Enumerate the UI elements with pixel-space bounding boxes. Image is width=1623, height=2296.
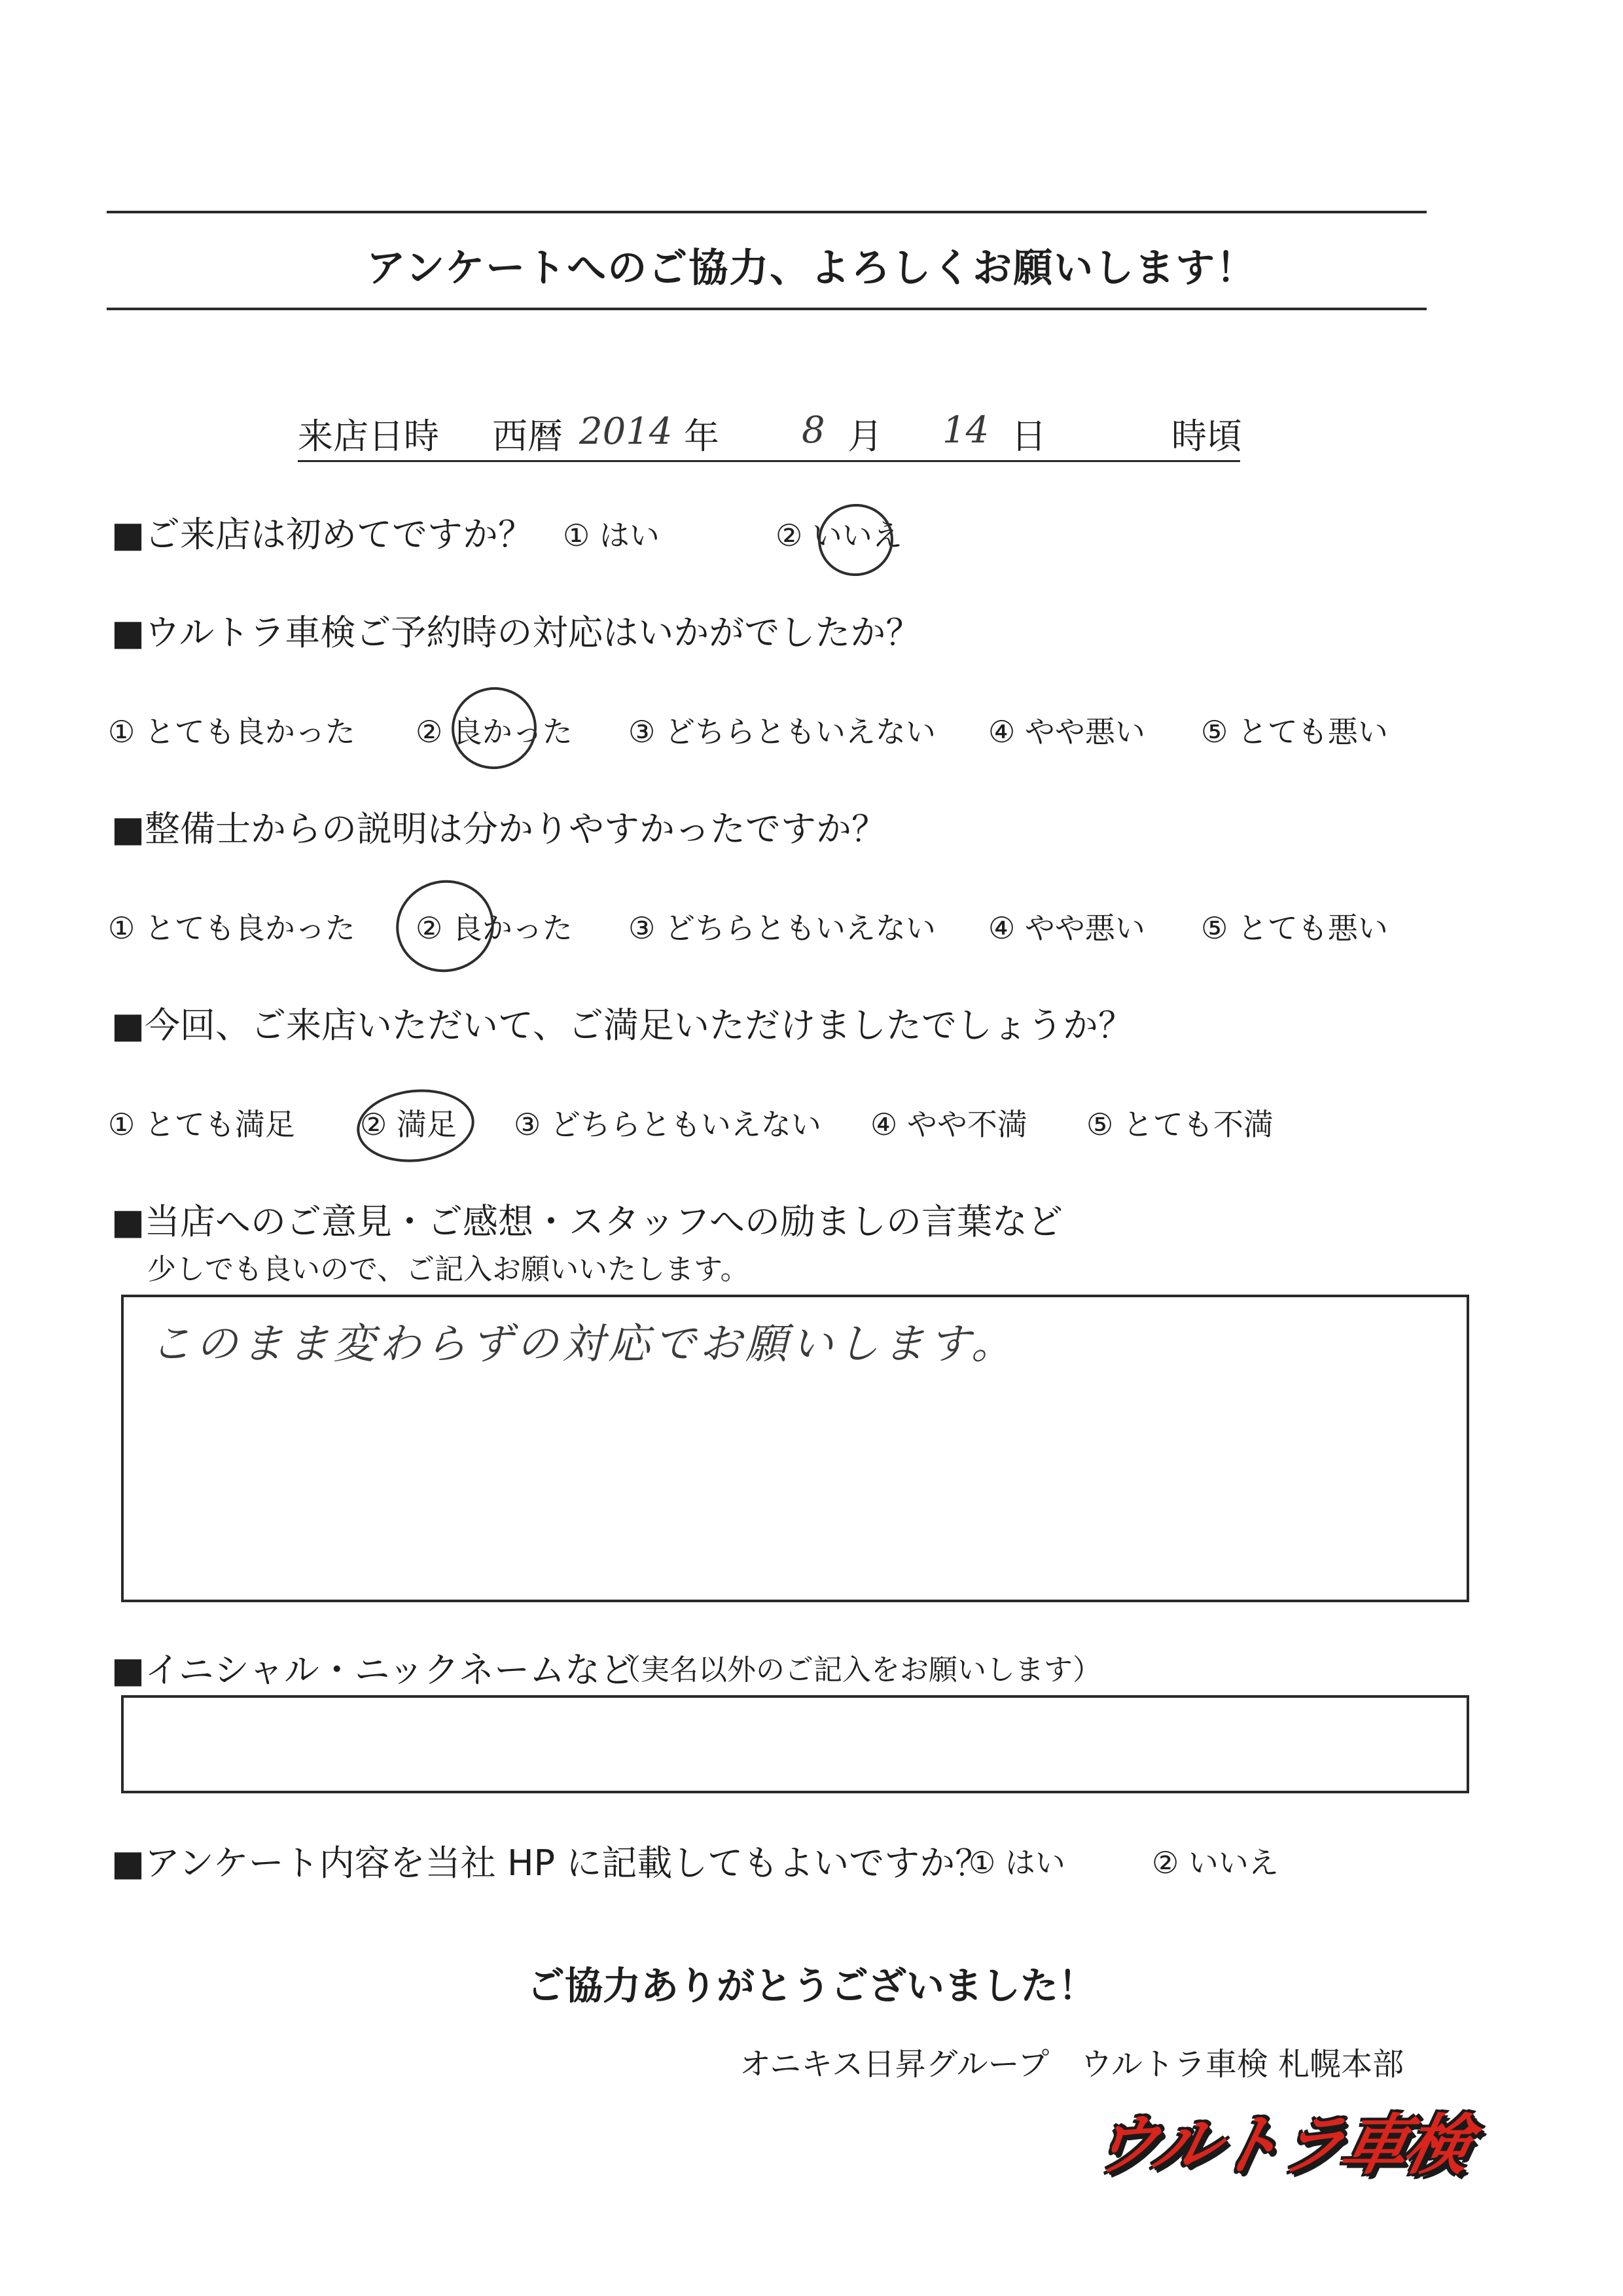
header-top-rule — [107, 211, 1427, 213]
q1-question: ■ご来店は初めてですか？ — [111, 514, 534, 555]
q3-option-2[interactable]: ② 良かった — [416, 910, 573, 946]
q3-option-5[interactable]: ⑤ とても悪い — [1201, 910, 1388, 946]
page-title: アンケートへのご協力、よろしくお願いします！ — [366, 245, 1257, 291]
q3-option-1[interactable]: ① とても良かった — [108, 910, 355, 946]
q2-option-5[interactable]: ⑤ とても悪い — [1201, 714, 1388, 749]
q1-option-2[interactable]: ② いいえ — [776, 518, 902, 553]
visit-month-unit: 月 — [847, 416, 883, 457]
ultra-shaken-logo — [1084, 2107, 1476, 2186]
visit-date-underline — [298, 460, 1240, 462]
visit-year-value[interactable]: 2014 — [579, 410, 673, 453]
logo-text: ウルトラ車検 — [1084, 2107, 1476, 2183]
q4-option-1[interactable]: ① とても満足 — [108, 1107, 295, 1142]
initials-note: （実名以外のご記入をお願いします） — [612, 1653, 1101, 1687]
q3-option-3[interactable]: ③ どちらともいえない — [628, 910, 936, 946]
q2-question: ■ウルトラ車検ご予約時の対応はいかがでしたか？ — [111, 612, 921, 653]
q4-option-2[interactable]: ② 満足 — [360, 1107, 457, 1142]
q3-selection-circle — [387, 871, 503, 981]
hp-question: ■アンケート内容を当社 HP に記載してもよいですか？ — [111, 1842, 991, 1884]
q2-option-4[interactable]: ④ やや悪い — [988, 714, 1145, 749]
comments-handwritten-text: このまま変わらずの対応でお願いします。 — [150, 1320, 1017, 1369]
q2-selection-circle — [445, 681, 543, 776]
thanks-message: ご協力ありがとうございました！ — [526, 1964, 1096, 2008]
q4-selection-circle — [353, 1084, 478, 1168]
initials-heading: ■イニシャル・ニックネームなど — [111, 1649, 636, 1691]
company-name: オニキス日昇グループ ウルトラ車検 札幌本部 — [740, 2046, 1404, 2083]
q2-option-3[interactable]: ③ どちらともいえない — [628, 714, 936, 749]
q4-question: ■今回、ご来店いただいて、ご満足いただけましたでしょうか？ — [111, 1005, 1133, 1046]
visit-day-unit: 日 — [1011, 416, 1046, 457]
hp-option-2[interactable]: ② いいえ — [1152, 1845, 1279, 1880]
comments-box[interactable] — [121, 1295, 1469, 1602]
visit-time-unit: 時頃 — [1171, 416, 1242, 457]
q3-option-4[interactable]: ④ やや悪い — [988, 910, 1145, 946]
q4-option-5[interactable]: ⑤ とても不満 — [1086, 1107, 1274, 1142]
visit-date-label: 来店日時 — [298, 416, 439, 457]
comments-heading: ■当店へのご意見・ご感想・スタッフへの励ましの言葉など — [111, 1201, 1063, 1242]
initials-box[interactable] — [121, 1695, 1469, 1793]
q4-option-4[interactable]: ④ やや不満 — [870, 1107, 1027, 1142]
visit-day-value[interactable]: 14 — [942, 409, 990, 452]
visit-month-value[interactable]: 8 — [802, 409, 825, 452]
q1-option-1[interactable]: ① はい — [563, 518, 660, 553]
visit-era-label: 西暦 — [492, 416, 563, 457]
hp-option-1[interactable]: ① はい — [969, 1845, 1065, 1880]
q4-option-3[interactable]: ③ どちらともいえない — [514, 1107, 821, 1142]
comments-subheading: 少しでも良いので、ご記入お願いいたします。 — [147, 1253, 749, 1286]
q1-selection-circle — [813, 499, 898, 581]
header-bottom-rule — [107, 308, 1427, 310]
q2-option-1[interactable]: ① とても良かった — [108, 714, 355, 749]
visit-year-unit: 年 — [684, 416, 719, 457]
q3-question: ■整備士からの説明は分かりやすかったですか？ — [111, 808, 887, 850]
q2-option-2[interactable]: ② 良かった — [416, 714, 573, 749]
